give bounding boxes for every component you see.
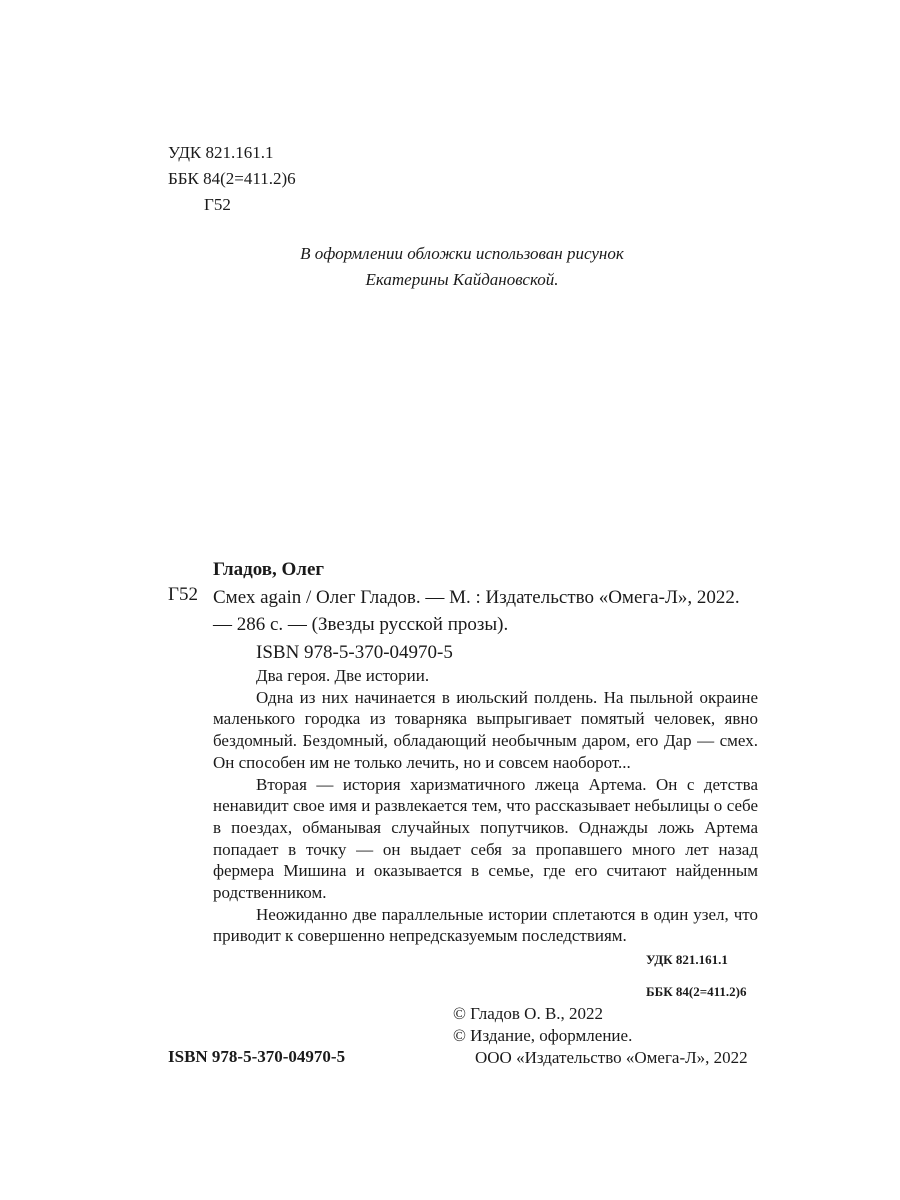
- author-mark: Г52: [204, 195, 231, 214]
- annotation: [213, 665, 758, 947]
- udk-code: УДК 821.161.1: [168, 143, 274, 162]
- cover-credit-line-1: В оформлении обложки использован рисунок: [300, 244, 624, 263]
- annotation-paragraph: Два героя. Две истории.: [256, 666, 430, 685]
- entry-author-mark: Г52: [168, 584, 198, 605]
- annotation-paragraph: Неожиданно две параллельные истории сплетаются в один узел, что приводит к совершенно непредсказуемым последствиям.: [213, 904, 758, 946]
- cover-credit: [0, 241, 900, 293]
- isbn-entry: ISBN 978-5-370-04970-5: [256, 642, 453, 663]
- udk-small: УДК 821.161.1: [646, 952, 728, 967]
- copyright-edition: © Издание, оформление.: [453, 1026, 633, 1045]
- classification-block: [168, 140, 296, 218]
- copyright-publisher: ООО «Издательство «Омега-Л», 2022: [475, 1048, 748, 1067]
- bibliographic-description: Смех again / Олег Гладов. — М. : Издательство «Омега-Л», 2022. — 286 с. — (Звезды русской прозы).: [213, 587, 740, 635]
- bbk-small: ББК 84(2=411.2)6: [646, 984, 747, 999]
- copyright-author: © Гладов О. В., 2022: [453, 1004, 604, 1023]
- annotation-paragraph: Одна из них начинается в июльский полдень. На пыльной окраине маленького городка из товарняка выпрыгивает помятый человек, явно бездомный. Бездомный, обладающий необычным даром, его Дар — смех. Он способен им не только лечить, но и совсем наоборот...: [213, 687, 758, 772]
- cover-credit-line-2: Екатерины Кайдановской.: [365, 270, 559, 289]
- annotation-paragraph: Вторая — история харизматичного лжеца Артема. Он с детства ненавидит свое имя и развлекается тем, что рассказывает небылицы о себе в поездах, обманывая случайных попутчиков. Однажды ложь Артема попадает в точку — он выдает себя за пропавшего много лет назад фермера Мишина и оказывается в семье, где его считают найденным родственником.: [213, 774, 758, 903]
- author-heading: Гладов, Олег: [213, 559, 325, 580]
- bbk-code: ББК 84(2=411.2)6: [168, 169, 296, 188]
- isbn-bottom: ISBN 978-5-370-04970-5: [168, 1047, 346, 1066]
